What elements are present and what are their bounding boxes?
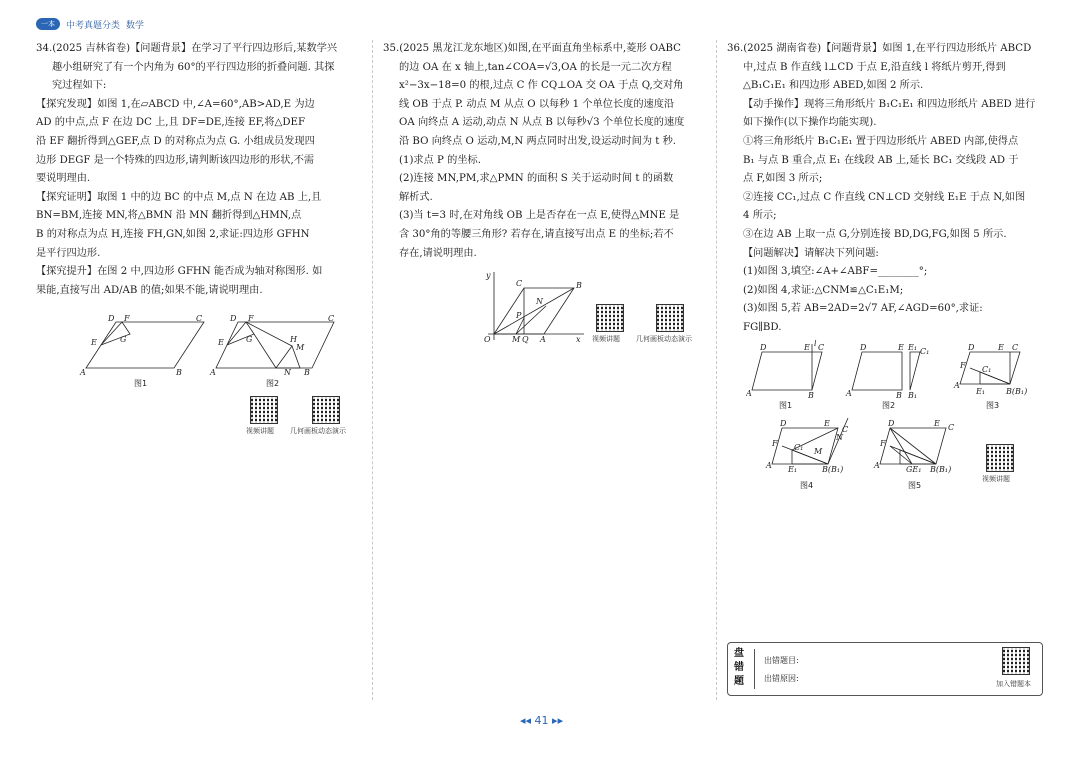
svg-text:F: F <box>880 439 886 448</box>
svg-text:E: E <box>804 343 810 352</box>
page-header <box>36 16 144 32</box>
svg-text:Q: Q <box>522 335 529 344</box>
q36-line: 36.(2025 湖南省卷)【问题背景】如图 1,在平行四边形纸片 ABCD <box>727 43 1032 54</box>
q36-fig2-caption: 图2 <box>882 401 896 410</box>
subject-title: 数学 <box>126 20 145 31</box>
svg-text:D: D <box>780 419 787 428</box>
svg-text:N: N <box>284 368 291 377</box>
column-divider <box>372 40 373 700</box>
svg-text:E₁: E₁ <box>908 343 918 352</box>
q36-line: 【问题解决】请解决下列问题: <box>743 247 879 259</box>
svg-text:M: M <box>814 447 823 456</box>
svg-text:C₁: C₁ <box>794 443 804 452</box>
q36-fig3-caption: 图3 <box>986 401 1000 410</box>
svg-text:N: N <box>536 297 543 306</box>
q34-line: BN=BM,连接 MN,将△BMN 沿 MN 翻折得到△HMN,点 <box>36 210 302 222</box>
svg-text:A: A <box>766 461 772 470</box>
q34-line: 要说明理由. <box>36 173 91 185</box>
svg-text:E: E <box>91 338 97 347</box>
q34-line: 沿 EF 翻折得到△GEF,点 D 的对称点为点 G. 小组成员发现四 <box>36 135 315 147</box>
svg-text:E₁: E₁ <box>976 387 986 396</box>
svg-text:B: B <box>808 391 814 400</box>
q35-line: (1)求点 P 的坐标. <box>399 154 481 166</box>
q36-figure-3 <box>953 343 1027 396</box>
qr-code[interactable] <box>1002 647 1030 675</box>
review-tag: 盘错题 <box>734 648 744 687</box>
q35-line: 的边 OA 在 x 轴上,tan∠COA=√3,OA 的长是一元二次方程 <box>399 61 672 73</box>
next-arrow-icon[interactable]: ▸▸ <box>548 714 564 727</box>
q34-figure-1 <box>79 314 204 377</box>
q36-line: 中,过点 B 作直线 l⊥CD 于点 E,沿直线 l 将纸片剪开,得到 <box>743 61 1006 73</box>
page-number <box>520 714 563 727</box>
question-35 <box>383 40 703 263</box>
q35-line: 35.(2025 黑龙江龙东地区)如图,在平面直角坐标系中,菱形 OABC <box>383 43 681 54</box>
q34-line: 趣小组研究了有一个内角为 60°的平行四边形的折叠问题. 其探 <box>52 61 335 73</box>
q36-line: (2)如图 4,求证:△CNM≌△C₁E₁M; <box>743 284 904 296</box>
q36-line: 如下操作(以下操作均能实现). <box>743 117 877 129</box>
svg-text:D: D <box>108 314 115 323</box>
svg-text:C: C <box>1012 343 1019 352</box>
svg-text:A: A <box>874 461 880 470</box>
qr-label: 视频讲题 <box>982 475 1010 483</box>
q35-line: 存在,请说明理由. <box>399 247 477 259</box>
svg-text:B: B <box>896 391 902 400</box>
q36-fig1-caption: 图1 <box>779 401 793 410</box>
q36-figure-2 <box>845 343 929 400</box>
svg-text:B(B₁): B(B₁) <box>930 465 952 474</box>
qr-label: 视频讲题 <box>592 335 620 343</box>
svg-text:x: x <box>576 335 581 344</box>
qr-label: 加入错题本 <box>996 680 1031 688</box>
qr-label: 几何画板动态演示 <box>636 335 692 343</box>
svg-text:y: y <box>486 271 491 280</box>
svg-text:B: B <box>576 281 582 290</box>
svg-text:F: F <box>960 361 966 370</box>
svg-text:D: D <box>860 343 867 352</box>
prev-arrow-icon[interactable]: ◂◂ <box>520 714 535 727</box>
q35-line: 解析式. <box>399 191 433 203</box>
q35-line: 线 OB 于点 P. 动点 M 从点 O 以每秒 1 个单位长度的速度沿 <box>399 98 675 110</box>
q36-line: B₁ 与点 B 重合,点 E₁ 在线段 AB 上,延长 BC₁ 交线段 AD 于 <box>743 154 1019 166</box>
q36-fig5-caption: 图5 <box>908 481 922 490</box>
svg-text:E: E <box>934 419 940 428</box>
svg-text:P: P <box>516 311 522 320</box>
q34-line: 34.(2025 吉林省卷)【问题背景】在学习了平行四边形后,某数学兴 <box>36 43 338 54</box>
q35-line: (3)当 t=3 时,在对角线 OB 上是否存在一点 E,使得△MNE 是 <box>399 210 680 222</box>
brand-logo: 一本 <box>36 18 60 30</box>
svg-text:A: A <box>846 389 852 398</box>
svg-text:C: C <box>842 425 849 434</box>
q36-line: ①将三角形纸片 B₁C₁E₁ 置于四边形纸片 ABED 内部,使得点 <box>743 135 1019 147</box>
q34-line: 【探究提升】在图 2 中,四边形 GFHN 能否成为轴对称图形. 如 <box>36 266 323 278</box>
q36-fig4-caption: 图4 <box>800 481 814 490</box>
svg-text:C: C <box>948 423 955 432</box>
svg-text:B(B₁): B(B₁) <box>822 465 844 474</box>
q36-line: ③在边 AB 上取一点 G,分别连接 BD,DG,FG,如图 5 所示. <box>743 228 1007 240</box>
svg-text:E: E <box>898 343 904 352</box>
qr-label: 视频讲题 <box>246 427 274 435</box>
svg-text:A: A <box>746 389 752 398</box>
q36-line: △B₁C₁E₁ 和四边形 ABED,如图 2 所示. <box>743 80 924 92</box>
svg-text:D: D <box>230 314 237 323</box>
svg-text:C: C <box>196 314 203 323</box>
q36-line: (3)如图 5,若 AB=2AD=2√7 AF,∠AGD=60°,求证: <box>743 303 983 315</box>
wrong-reason-field[interactable]: 出错原因: <box>764 674 799 683</box>
svg-text:D: D <box>760 343 767 352</box>
svg-text:B: B <box>304 368 310 377</box>
svg-text:N: N <box>836 433 843 442</box>
question-34 <box>36 40 362 300</box>
qr-code[interactable] <box>656 304 684 332</box>
q34-line: 是平行四边形. <box>36 247 101 259</box>
svg-text:E: E <box>824 419 830 428</box>
svg-text:B: B <box>176 368 182 377</box>
q34-figure-2 <box>209 314 334 377</box>
q34-line: 果能,直接写出 AD/AB 的值;如果不能,请说明理由. <box>36 284 263 296</box>
q36-figure-4 <box>765 418 848 474</box>
svg-text:A: A <box>80 368 86 377</box>
svg-text:M: M <box>512 335 521 344</box>
svg-text:F: F <box>248 314 254 323</box>
q34-fig2-caption: 图2 <box>266 379 280 388</box>
svg-text:C: C <box>818 343 825 352</box>
svg-text:O: O <box>484 335 491 344</box>
q36-line: ②连接 CC₁,过点 C 作直线 CN⊥CD 交射线 E₁E 于点 N,如图 <box>743 191 1026 203</box>
qr-code[interactable] <box>250 396 278 424</box>
series-title: 中考真题分类 <box>66 20 121 31</box>
q36-line: 点 F,如图 3 所示; <box>743 173 823 185</box>
question-36 <box>727 40 1043 338</box>
qr-code[interactable] <box>986 444 1014 472</box>
q35-line: 含 30°角的等腰三角形? 若存在,请直接写出点 E 的坐标;若不 <box>399 228 674 240</box>
svg-text:E: E <box>218 338 224 347</box>
qr-code[interactable] <box>312 396 340 424</box>
qr-label: 几何画板动态演示 <box>290 427 346 435</box>
q36-figure-1 <box>746 340 824 400</box>
q36-line: (1)如图 3,填空:∠A+∠ABF=________°; <box>743 266 928 278</box>
svg-text:C: C <box>328 314 335 323</box>
svg-text:A: A <box>540 335 546 344</box>
q34-figures <box>78 312 368 378</box>
svg-text:G: G <box>246 335 253 344</box>
q34-line: AD 的中点,点 F 在边 DC 上,且 DF=DE,连接 EF,将△DEF <box>36 117 306 129</box>
svg-text:GE₁: GE₁ <box>906 465 922 474</box>
svg-text:E₁: E₁ <box>788 465 798 474</box>
svg-text:C₁: C₁ <box>920 347 930 356</box>
svg-text:F: F <box>772 439 778 448</box>
q36-line: FG∥BD. <box>743 321 782 333</box>
q34-line: 【探究证明】取图 1 中的边 BC 的中点 M,点 N 在边 AB 上,且 <box>36 191 322 203</box>
q35-line: OA 向终点 A 运动,动点 N 从点 B 以每秒√3 个单位长度的速度 <box>399 117 685 129</box>
qr-code[interactable] <box>596 304 624 332</box>
review-divider <box>754 649 755 689</box>
column-divider <box>716 40 717 700</box>
svg-text:F: F <box>124 314 130 323</box>
q34-line: B 的对称点为点 H,连接 FH,GN,如图 2,求证:四边形 GFHN <box>36 228 310 240</box>
q35-line: x²−3x−18=0 的根,过点 C 作 CQ⊥OA 交 OA 于点 Q,交对角 <box>399 80 684 92</box>
svg-text:B₁: B₁ <box>908 391 918 400</box>
mistake-review-box <box>727 642 1043 696</box>
q34-line: 【探究发现】如图 1,在▱ABCD 中,∠A=60°,AB>AD,E 为边 <box>36 98 315 110</box>
q34-line: 究过程如下: <box>52 80 107 92</box>
svg-text:A: A <box>210 368 216 377</box>
q34-line: 边形 DEGF 是一个特殊的四边形,请判断该四边形的形状,不需 <box>36 154 315 166</box>
q35-line: (2)连接 MN,PM,求△PMN 的面积 S 关于运动时间 t 的函数 <box>399 173 674 185</box>
q36-line: 4 所示; <box>743 210 777 222</box>
svg-text:C₁: C₁ <box>982 365 992 374</box>
svg-text:D: D <box>968 343 975 352</box>
svg-text:l: l <box>814 340 817 348</box>
svg-text:G: G <box>120 335 127 344</box>
q36-line: 【动手操作】现将三角形纸片 B₁C₁E₁ 和四边形纸片 ABED 进行 <box>743 98 1036 110</box>
q35-figure <box>480 268 590 344</box>
page-number-value: 41 <box>534 714 549 727</box>
q34-fig1-caption: 图1 <box>134 379 148 388</box>
svg-text:A: A <box>954 381 960 390</box>
svg-text:D: D <box>888 419 895 428</box>
svg-text:E: E <box>998 343 1004 352</box>
q36-figure-5 <box>873 419 954 474</box>
q35-line: 沿 BO 向终点 O 运动,M,N 两点同时出发,设运动时间为 t 秒. <box>399 135 677 147</box>
svg-text:C: C <box>516 279 523 288</box>
svg-text:B(B₁): B(B₁) <box>1006 387 1028 396</box>
svg-text:H: H <box>290 335 297 344</box>
wrong-question-field[interactable]: 出错题目: <box>764 656 799 665</box>
svg-text:M: M <box>296 343 305 352</box>
